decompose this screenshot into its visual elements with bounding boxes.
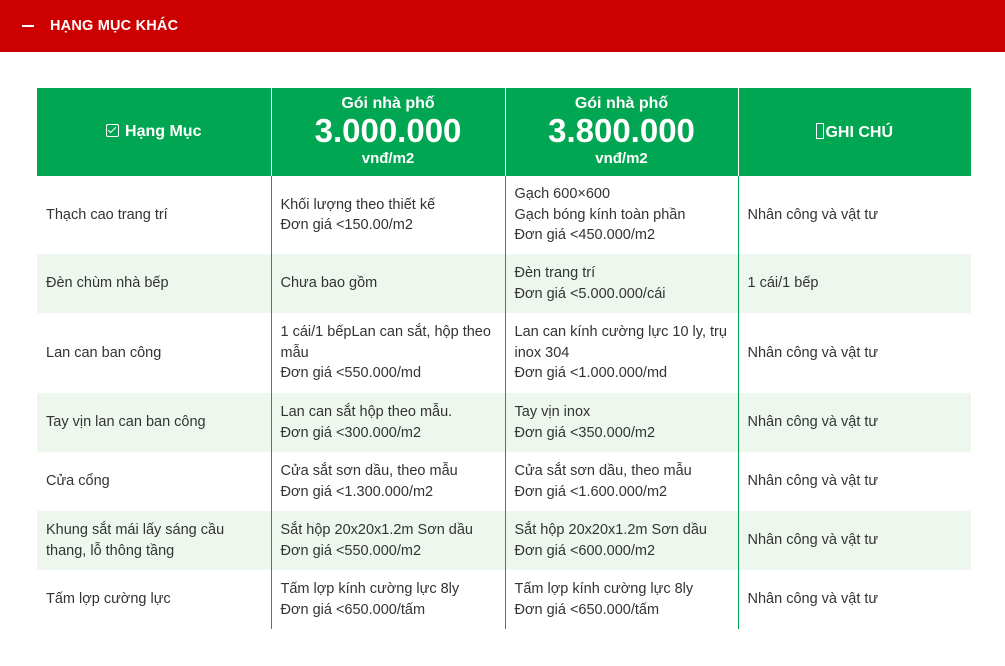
cell-line: Tay vịn inox xyxy=(514,404,591,420)
cell-line: Sắt hộp 20x20x1.2m Sơn dầu xyxy=(280,522,474,538)
cell-package2 xyxy=(505,511,738,570)
cell-line: Lan can sắt hộp theo mẫu. xyxy=(280,404,453,420)
cell-line: Đơn giá <350.000/m2 xyxy=(514,424,656,441)
cell-line: Đơn giá <5.000.000/cái xyxy=(514,285,666,302)
cell-package1 xyxy=(271,313,505,393)
cell-line: Tấm lợp kính cường lực 8ly xyxy=(514,581,694,597)
cell-line: Cửa sắt sơn dầu, theo mẫu xyxy=(514,463,692,479)
cell-package2 xyxy=(505,452,738,511)
cell-package1 xyxy=(271,176,505,254)
header-category-label: Hạng Mục xyxy=(125,123,202,140)
cell-category: Lan can ban công xyxy=(37,313,271,393)
section-title: HẠNG MỤC KHÁC xyxy=(50,18,179,34)
table-row xyxy=(37,511,971,570)
cell-line: Chưa bao gồm xyxy=(280,275,378,292)
table-row xyxy=(37,393,971,452)
cell-note: Nhân công và vật tư xyxy=(738,452,971,511)
cell-line: Đèn trang trí xyxy=(514,265,596,281)
cell-note: Nhân công và vật tư xyxy=(738,393,971,452)
price-table xyxy=(37,88,971,629)
cell-package2 xyxy=(505,570,738,629)
note-icon xyxy=(816,123,824,139)
cell-line: Đơn giá <550.000/md xyxy=(280,365,422,382)
header-note-label: GHI CHÚ xyxy=(825,123,894,141)
package2-name: Gói nhà phố xyxy=(574,95,669,112)
table-row xyxy=(37,313,971,393)
cell-line: Đơn giá <550.000/m2 xyxy=(280,542,422,559)
cell-line: Gạch 600×600 xyxy=(514,186,611,203)
cell-line: Tấm lợp kính cường lực 8ly xyxy=(280,581,460,597)
cell-note: Nhân công và vật tư xyxy=(738,511,971,570)
table-header-row xyxy=(37,88,971,176)
cell-line: Đơn giá <1.300.000/m2 xyxy=(280,483,434,500)
section-header-toggle[interactable] xyxy=(0,0,1005,52)
package1-unit: vnđ/m2 xyxy=(361,150,415,167)
package2-unit: vnđ/m2 xyxy=(595,150,648,167)
cell-package1 xyxy=(271,393,505,452)
cell-package1 xyxy=(271,570,505,629)
cell-line: Đơn giá <600.000/m2 xyxy=(514,542,656,559)
cell-package1 xyxy=(271,511,505,570)
cell-note: 1 cái/1 bếp xyxy=(738,254,971,313)
cell-package1 xyxy=(271,452,505,511)
package1-price: 3.000.000 xyxy=(314,112,462,149)
package1-name: Gói nhà phố xyxy=(341,95,435,112)
cell-category: Tấm lợp cường lực xyxy=(37,570,271,629)
header-note xyxy=(738,88,971,176)
cell-note: Nhân công và vật tư xyxy=(738,176,971,254)
table-row xyxy=(37,254,971,313)
cell-line: Khối lượng theo thiết kế xyxy=(280,196,436,213)
header-package2 xyxy=(505,88,738,176)
cell-line: Cửa sắt sơn dầu, theo mẫu xyxy=(280,463,458,479)
cell-line: Lan can kính cường lực 10 ly, trụ inox 304 xyxy=(514,324,727,361)
cell-category: Tay vịn lan can ban công xyxy=(37,393,271,452)
package2-price: 3.800.000 xyxy=(548,112,695,149)
cell-line: Sắt hộp 20x20x1.2m Sơn dầu xyxy=(514,522,708,538)
table-row xyxy=(37,570,971,629)
header-package1 xyxy=(271,88,505,176)
checkbox-icon xyxy=(106,124,119,137)
cell-category: Đèn chùm nhà bếp xyxy=(37,254,271,313)
table-row xyxy=(37,176,971,254)
cell-note: Nhân công và vật tư xyxy=(738,313,971,393)
cell-line: 1 cái/1 bếpLan can sắt, hộp theo mẫu xyxy=(280,324,491,361)
cell-line: Đơn giá <1.000.000/md xyxy=(514,365,668,382)
cell-line: Gạch bóng kính toàn phần xyxy=(514,206,686,223)
header-category xyxy=(37,88,271,176)
cell-line: Đơn giá <450.000/m2 xyxy=(514,227,656,244)
cell-category: Thạch cao trang trí xyxy=(37,176,271,254)
table-row xyxy=(37,452,971,511)
cell-package2 xyxy=(505,313,738,393)
cell-line: Đơn giá <650.000/tấm xyxy=(514,601,660,618)
cell-package1 xyxy=(271,254,505,313)
cell-line: Đơn giá <150.00/m2 xyxy=(280,217,413,233)
minus-icon[interactable] xyxy=(22,25,34,27)
cell-line: Đơn giá <1.600.000/m2 xyxy=(514,483,668,500)
cell-package2 xyxy=(505,393,738,452)
cell-note: Nhân công và vật tư xyxy=(738,570,971,629)
table-body xyxy=(37,176,971,629)
cell-package2 xyxy=(505,176,738,254)
cell-category: Khung sắt mái lấy sáng cầu thang, lỗ thông tầng xyxy=(37,511,271,570)
cell-line: Đơn giá <650.000/tấm xyxy=(280,601,426,618)
cell-category: Cửa cổng xyxy=(37,452,271,511)
cell-line: Đơn giá <300.000/m2 xyxy=(280,424,422,441)
cell-package2 xyxy=(505,254,738,313)
